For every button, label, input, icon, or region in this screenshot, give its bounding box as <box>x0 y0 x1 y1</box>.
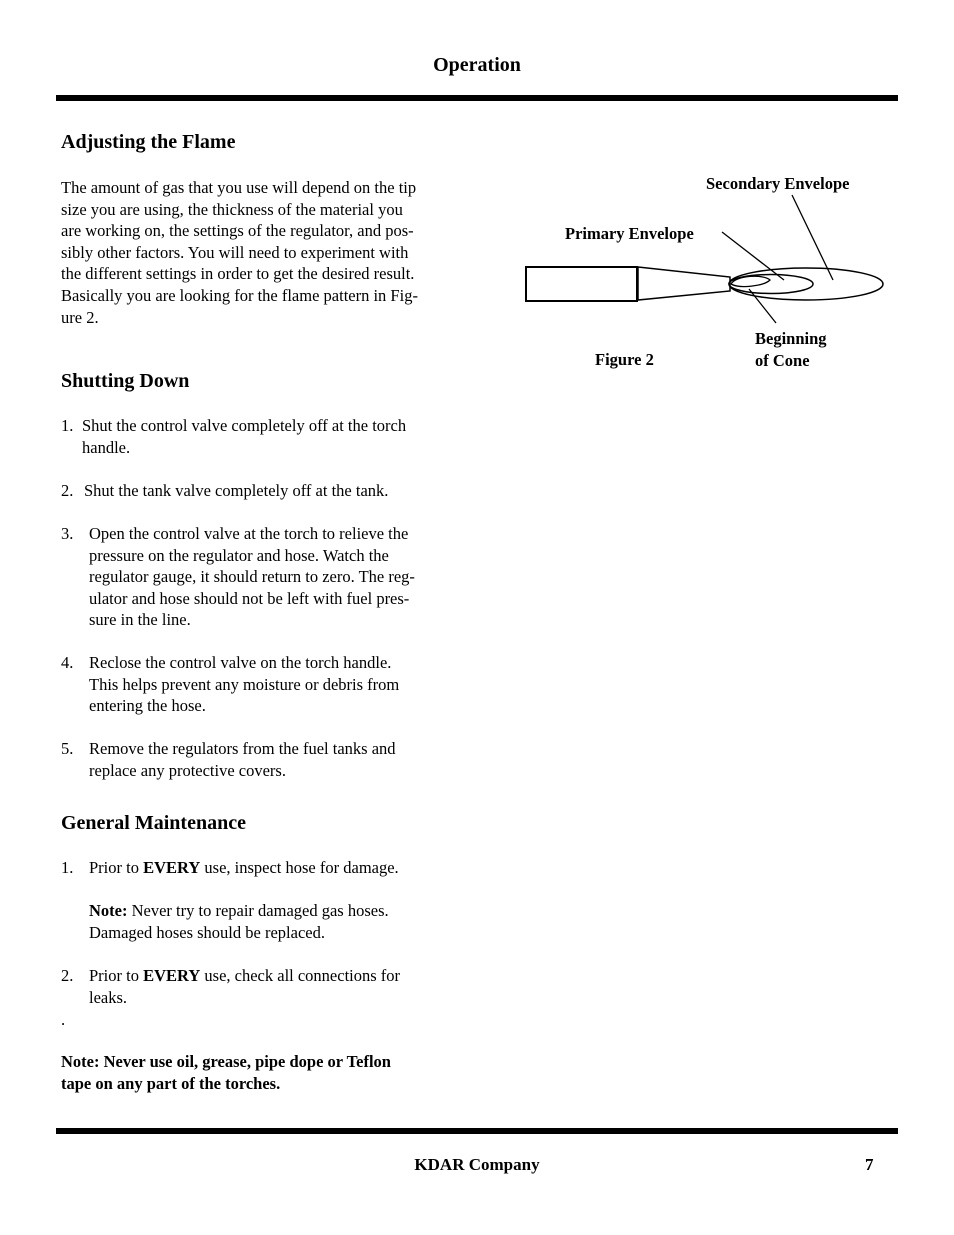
stray-period: . <box>61 1010 66 1029</box>
list-number: 2. <box>61 966 74 985</box>
label-beginning-of-cone-1: Beginning <box>755 329 827 348</box>
list-number: 4. <box>61 653 74 672</box>
heading-adjusting-flame: Adjusting the Flame <box>61 131 236 153</box>
list-text-emphasis: EVERY <box>143 858 201 877</box>
list-line: Open the control valve at the torch to relieve the <box>89 524 409 543</box>
list-item <box>61 523 471 631</box>
adjusting-line: sibly other factors. You will need to experiment with <box>61 242 409 262</box>
final-note <box>61 1051 471 1094</box>
page-header-title: Operation <box>433 54 521 76</box>
adjusting-line: Basically you are looking for the flame pattern in Fig- <box>61 285 418 305</box>
adjusting-line: The amount of gas that you use will depend on the tip <box>61 178 417 197</box>
list-item <box>61 652 471 717</box>
list-line: Reclose the control valve on the torch handle. <box>89 653 392 672</box>
list-number: 3. <box>61 524 74 543</box>
list-item <box>61 965 471 1008</box>
footer-company: KDAR Company <box>414 1155 540 1174</box>
list-line: replace any protective covers. <box>89 760 286 780</box>
list-text: use, inspect hose for damage. <box>200 858 399 877</box>
note-text: Never try to repair damaged gas hoses. <box>127 901 389 920</box>
list-text: use, check all connections for <box>200 966 401 985</box>
list-number: 5. <box>61 739 74 758</box>
adjusting-line: ure 2. <box>61 307 99 327</box>
secondary-envelope-shape <box>729 268 883 300</box>
note-text: Damaged hoses should be replaced. <box>89 922 325 942</box>
label-secondary-envelope: Secondary Envelope <box>706 174 850 193</box>
secondary-envelope-pointer <box>792 195 833 280</box>
heading-shutting-down: Shutting Down <box>61 370 190 392</box>
adjusting-line: are working on, the settings of the regulator, and pos- <box>61 221 414 241</box>
page-number: 7 <box>865 1155 874 1174</box>
list-number: 1. <box>61 858 74 877</box>
torch-tip-shape <box>638 267 730 300</box>
header-rule <box>56 95 898 101</box>
list-line: This helps prevent any moisture or debris from <box>89 674 400 694</box>
list-item <box>61 415 471 458</box>
list-line: Remove the regulators from the fuel tanks and <box>89 739 396 758</box>
figure-caption: Figure 2 <box>595 350 654 369</box>
note-label: Note: <box>89 901 128 920</box>
list-item <box>61 857 471 879</box>
list-line: ulator and hose should not be left with fuel pres- <box>89 588 410 608</box>
adjusting-line: the different settings in order to get the desired result. <box>61 264 415 284</box>
list-line: regulator gauge, it should return to zero. The reg- <box>89 567 415 587</box>
list-number: 1. <box>61 416 74 435</box>
list-line: handle. <box>82 437 131 457</box>
heading-general-maintenance: General Maintenance <box>61 812 246 834</box>
list-text: Prior to <box>89 966 144 985</box>
adjusting-paragraph <box>61 177 471 328</box>
list-item <box>61 738 471 781</box>
list-line: entering the hose. <box>89 696 206 716</box>
final-note-line: Note: Never use oil, grease, pipe dope or Teflon <box>61 1052 391 1071</box>
footer-rule <box>56 1128 898 1134</box>
torch-handle-shape <box>526 267 637 301</box>
list-line: sure in the line. <box>89 610 191 630</box>
label-primary-envelope: Primary Envelope <box>565 224 694 243</box>
list-line: leaks. <box>89 987 128 1007</box>
list-line: Shut the tank valve completely off at the tank. <box>84 481 389 500</box>
flame-diagram <box>520 165 900 380</box>
list-number: 2. <box>61 481 74 500</box>
list-line: pressure on the regulator and hose. Watch the <box>89 545 389 565</box>
list-item <box>61 480 471 502</box>
final-note-line: tape on any part of the torches. <box>61 1073 281 1093</box>
list-text-emphasis: EVERY <box>143 966 201 985</box>
list-text: Prior to <box>89 858 144 877</box>
maintenance-note <box>61 900 471 943</box>
list-line: Shut the control valve completely off at the torch <box>82 416 407 435</box>
adjusting-line: size you are using, the thickness of the material you <box>61 199 403 219</box>
label-beginning-of-cone-2: of Cone <box>755 351 810 370</box>
